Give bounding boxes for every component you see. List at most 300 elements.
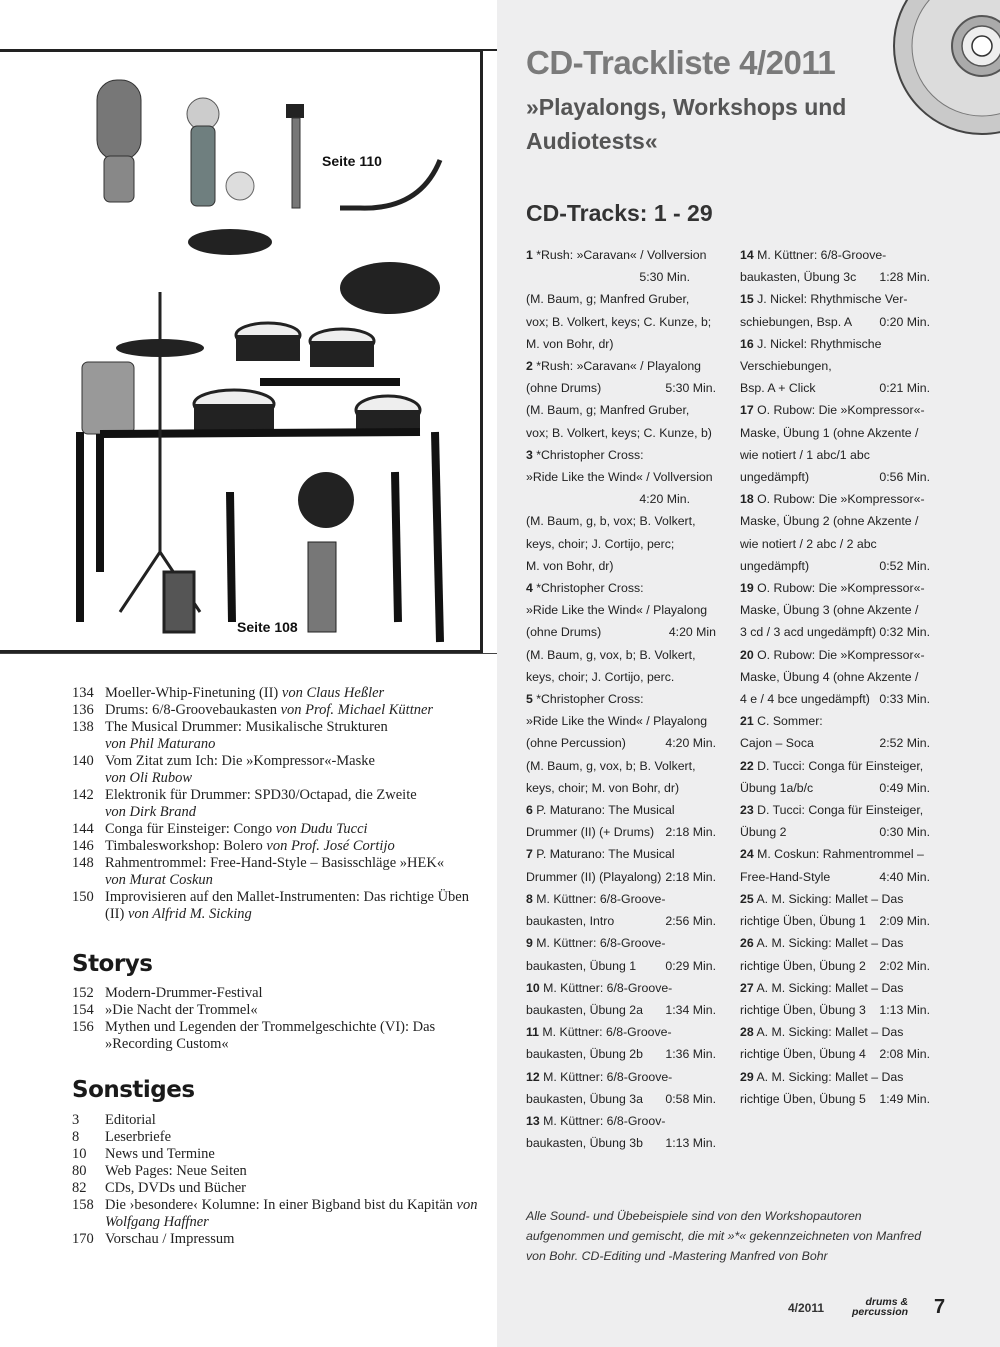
toc-author: von Prof. José Cortijo: [266, 838, 395, 854]
toc-item: [72, 719, 485, 753]
toc-item: [72, 985, 485, 1002]
track-number: 3: [526, 447, 533, 462]
track-entry: [740, 244, 930, 288]
track-line: [740, 932, 930, 954]
toc-item: [72, 787, 485, 821]
track-entry: [740, 755, 930, 799]
track-text: baukasten, Intro: [526, 914, 615, 929]
track-duration-line: [740, 910, 930, 932]
track-entry: [740, 488, 930, 577]
track-duration-line: [740, 821, 930, 843]
track-duration-line: [526, 999, 716, 1021]
track-duration-line: [740, 377, 930, 399]
track-duration: 5:30 Min.: [665, 381, 716, 396]
track-line: [526, 577, 716, 599]
track-line: [526, 977, 716, 999]
track-duration-line: [740, 999, 930, 1021]
track-entry: [740, 288, 930, 332]
product-photo-frame: [0, 49, 483, 653]
toc-author: von Claus Heßler: [281, 685, 385, 701]
track-number: 27: [740, 980, 754, 995]
track-text: M. Küttner: 6/8-Groove-: [536, 891, 666, 906]
track-credits: vox; B. Volkert, keys; C. Kunze, b;: [526, 314, 712, 329]
toc-title: Timbalesworkshop: Bolero: [105, 838, 263, 854]
track-duration: 2:08 Min.: [879, 1047, 930, 1062]
track-text: *Christopher Cross:: [536, 692, 644, 707]
toc-item: [72, 855, 485, 889]
cd-footnote: Alle Sound- und Übebeispiele sind von den Workshopautoren aufgenommen und gemischt, die mit »*« gekennzeichneten von Manfred von Bohr. CD-Editing und -Mastering Manfred von Bohr: [526, 1209, 922, 1263]
toc-page-number: 10: [72, 1146, 87, 1162]
track-text: Cajon – Soca: [740, 736, 814, 751]
logo-line: drums &: [865, 1296, 909, 1308]
track-duration: 0:32 Min.: [879, 625, 930, 640]
track-number: 11: [526, 1025, 539, 1040]
track-text: J. Nickel: Rhythmische: [757, 336, 882, 351]
track-entry: [740, 932, 930, 976]
track-text: wie notiert / 1 abc/1 abc: [740, 447, 870, 462]
logo-line: percussion: [852, 1306, 909, 1318]
track-number: 22: [740, 758, 754, 773]
track-credits: M. von Bohr, dr): [526, 558, 614, 573]
track-credits: (M. Baum, g, b, vox; B. Volkert,: [526, 514, 696, 529]
toc-title: The Musical Drummer: Musikalische Strukturen: [105, 719, 388, 735]
track-line: [526, 599, 716, 621]
track-number: 28: [740, 1025, 754, 1040]
track-text: M. Küttner: 6/8-Groove-: [542, 1025, 672, 1040]
toc-title: Modern-Drummer-Festival: [105, 985, 263, 1001]
page-reference-label: Seite 110: [322, 153, 382, 169]
track-text: O. Rubow: Die »Kompressor«-: [757, 647, 925, 662]
page-reference-label: Seite 108: [237, 619, 298, 635]
track-duration: 4:20 Min: [668, 625, 716, 640]
track-text: *Christopher Cross:: [536, 447, 644, 462]
track-number: 7: [526, 847, 533, 862]
track-number: 23: [740, 803, 754, 818]
track-number: 5: [526, 692, 533, 707]
track-duration-line: [740, 1088, 930, 1110]
track-line: [740, 288, 930, 310]
toc-item: [72, 685, 485, 702]
track-text: *Rush: »Caravan« / Vollversion: [536, 248, 707, 262]
track-line: [740, 755, 930, 777]
track-entry: [526, 244, 716, 355]
toc-page-number: 150: [72, 889, 94, 905]
track-column-1: [526, 244, 716, 1154]
track-text: ungedämpft): [740, 558, 810, 573]
toc-title: Vom Zitat zum Ich: Die »Kompressor«-Maske: [105, 753, 375, 769]
toc-item: [72, 753, 485, 787]
cd-tracks-heading: CD-Tracks: 1 - 29: [526, 200, 713, 226]
toc-page-number: 3: [72, 1112, 80, 1128]
track-number: 17: [740, 403, 754, 418]
track-text: richtige Üben, Übung 3: [740, 1002, 866, 1017]
track-number: 10: [526, 980, 540, 995]
track-entry: [740, 333, 930, 400]
track-entry: [526, 1021, 716, 1065]
toc-item: [72, 702, 485, 719]
track-text: wie notiert / 2 abc / 2 abc: [740, 536, 877, 551]
track-credits: M. von Bohr, dr): [526, 336, 614, 351]
track-text: baukasten, Übung 2b: [526, 1047, 643, 1062]
track-text: richtige Üben, Übung 4: [740, 1047, 866, 1062]
track-text: O. Rubow: Die »Kompressor«-: [757, 492, 925, 507]
track-text: »Ride Like the Wind« / Vollversion: [526, 470, 713, 485]
track-text: J. Nickel: Rhythmische Ver-: [757, 292, 908, 307]
track-duration-line: [526, 1132, 716, 1154]
track-line: [740, 599, 930, 621]
toc-page-number: 142: [72, 787, 94, 803]
track-text: M. Coskun: Rahmentrommel –: [757, 847, 924, 862]
track-duration: 0:52 Min.: [879, 558, 930, 573]
track-line: [526, 799, 716, 821]
track-number: 24: [740, 847, 754, 862]
track-duration-line: [740, 955, 930, 977]
track-line: [526, 843, 716, 865]
track-text: M. Küttner: 6/8-Groove-: [543, 980, 673, 995]
track-text: Übung 1a/b/c: [740, 780, 814, 795]
track-number: 2: [526, 359, 533, 374]
track-duration: 4:20 Min.: [639, 492, 690, 507]
track-number: 25: [740, 891, 754, 906]
toc-item: [72, 1019, 485, 1053]
toc-item: [72, 1163, 485, 1180]
track-duration: 0:33 Min.: [879, 692, 930, 707]
track-duration: 1:34 Min.: [665, 1002, 716, 1017]
track-column-2: [740, 244, 930, 1110]
track-text: A. M. Sicking: Mallet – Das: [756, 980, 904, 995]
track-line: [526, 1021, 716, 1043]
track-entry: [740, 843, 930, 887]
track-entry: [740, 1021, 930, 1065]
toc-item: [72, 838, 485, 855]
track-entry: [526, 843, 716, 887]
toc-author: von Phil Maturano: [105, 736, 216, 752]
track-line: [526, 444, 716, 466]
toc-page-number: 140: [72, 753, 94, 769]
track-entry: [740, 577, 930, 644]
track-text: (ohne Percussion): [526, 736, 626, 751]
track-number: 16: [740, 336, 754, 351]
track-duration: 2:52 Min.: [879, 736, 930, 751]
drum-module-icon: [82, 362, 134, 434]
toc-title: Improvisieren auf den Mallet-Instrumenten: Das richtige Üben (II): [105, 889, 469, 922]
toc-item: [72, 1129, 485, 1146]
track-text: D. Tucci: Conga für Einsteiger,: [757, 758, 924, 773]
track-credits: keys, choir; J. Cortijo, perc;: [526, 536, 675, 551]
track-duration: 0:30 Min.: [879, 825, 930, 840]
track-text: baukasten, Übung 3b: [526, 1136, 643, 1151]
track-duration-line: [526, 866, 716, 888]
toc-title: Web Pages: Neue Seiten: [105, 1163, 247, 1179]
track-number: 18: [740, 492, 754, 507]
toc-page-number: 148: [72, 855, 94, 871]
track-text: baukasten, Übung 3a: [526, 1091, 643, 1106]
track-credits: (M. Baum, g; Manfred Gruber,: [526, 403, 690, 418]
track-text: M. Küttner: 6/8-Groove-: [543, 1069, 673, 1084]
track-entry: [740, 399, 930, 488]
toc-author: von Wolfgang Haffner: [105, 1197, 478, 1230]
track-line: [740, 710, 930, 732]
track-duration: 5:30 Min.: [639, 270, 690, 285]
kick-pedal-icon: [298, 472, 354, 632]
microphone-icon: [187, 98, 254, 206]
toc-title: Die ›besondere‹ Kolumne: In einer Bigband bist du Kapitän: [105, 1197, 453, 1213]
track-number: 13: [526, 1113, 540, 1128]
track-duration-line: [526, 910, 716, 932]
microphone-icon: [97, 80, 141, 202]
toc-item: [72, 821, 485, 838]
track-duration: 0:49 Min.: [879, 780, 930, 795]
track-duration: 2:18 Min.: [665, 869, 716, 884]
track-text: Maske, Übung 2 (ohne Akzente /: [740, 514, 919, 529]
toc-title: Editorial: [105, 1112, 156, 1128]
track-text: C. Sommer:: [757, 714, 823, 729]
photo-bottom-rule: [0, 653, 497, 654]
track-number: 26: [740, 936, 754, 951]
track-text: Drummer (II) (Playalong): [526, 869, 662, 884]
toc-page-number: 152: [72, 985, 94, 1001]
track-line: [526, 466, 716, 488]
toc-author: von Prof. Michael Küttner: [280, 702, 434, 718]
track-text: *Rush: »Caravan« / Playalong: [536, 359, 702, 374]
issue-number: 4/2011: [788, 1301, 825, 1315]
track-line: [740, 644, 930, 666]
track-text: »Ride Like the Wind« / Playalong: [526, 603, 708, 618]
toc-page-number: 138: [72, 719, 94, 735]
track-duration: 1:13 Min.: [665, 1136, 716, 1151]
track-duration: 4:20 Min.: [665, 736, 716, 751]
track-text: D. Tucci: Conga für Einsteiger,: [757, 803, 924, 818]
track-number: 29: [740, 1069, 754, 1084]
track-duration-line: [740, 688, 930, 710]
toc-page-number: 170: [72, 1231, 94, 1247]
toc-page-number: 134: [72, 685, 94, 701]
track-line: [740, 666, 930, 688]
toc-page-number: 80: [72, 1163, 87, 1179]
track-entry: [740, 644, 930, 711]
track-line: [740, 843, 930, 865]
track-text: 3 cd / 3 acd ungedämpft): [740, 625, 877, 640]
track-credits: (M. Baum, g, vox, b; B. Volkert,: [526, 647, 696, 662]
cymbal-icon: [188, 229, 272, 255]
track-text: ungedämpft): [740, 470, 810, 485]
track-line: [526, 932, 716, 954]
track-entry: [526, 444, 716, 577]
track-line: [526, 1110, 716, 1132]
track-line: [526, 355, 716, 377]
track-text: (ohne Drums): [526, 625, 602, 640]
track-duration: 1:13 Min.: [879, 1002, 930, 1017]
track-line: [740, 977, 930, 999]
track-text: A. M. Sicking: Mallet – Das: [756, 891, 904, 906]
track-duration: 0:58 Min.: [665, 1091, 716, 1106]
track-duration-line: [740, 555, 930, 577]
track-line: [740, 888, 930, 910]
track-duration: 2:02 Min.: [879, 958, 930, 973]
track-duration: 2:56 Min.: [665, 914, 716, 929]
section-heading-storys: Storys: [72, 951, 153, 977]
track-credits: (M. Baum, g; Manfred Gruber,: [526, 292, 690, 307]
track-line: [526, 244, 716, 266]
toc-page-number: 82: [72, 1180, 87, 1196]
toc-item: [72, 1231, 485, 1248]
track-duration: 1:36 Min.: [665, 1047, 716, 1062]
track-entry: [526, 355, 716, 444]
track-duration: 1:28 Min.: [879, 270, 930, 285]
drumkit-illustration: [0, 52, 480, 650]
track-line: [526, 710, 716, 732]
track-duration-line: [740, 621, 930, 643]
toc-page-number: 154: [72, 1002, 94, 1018]
track-text: »Ride Like the Wind« / Playalong: [526, 714, 708, 729]
track-duration-line: [526, 732, 716, 754]
track-text: A. M. Sicking: Mallet – Das: [756, 936, 904, 951]
track-line: [740, 510, 930, 532]
track-credits: (M. Baum, g, vox, b; B. Volkert,: [526, 758, 696, 773]
track-duration-line: [526, 621, 716, 643]
track-duration: 2:18 Min.: [665, 825, 716, 840]
track-line: [740, 533, 930, 555]
track-duration-line: [740, 866, 930, 888]
toc-author: von Murat Coskun: [105, 872, 213, 888]
track-text: baukasten, Übung 1: [526, 958, 637, 973]
track-number: 9: [526, 936, 533, 951]
page-number: 7: [934, 1296, 946, 1318]
toc-author: von Alfrid M. Sicking: [127, 906, 252, 922]
toc-title: »Die Nacht der Trommel«: [105, 1002, 258, 1018]
track-duration-line: [526, 1088, 716, 1110]
toc-author: von Dirk Brand: [105, 804, 197, 820]
toc-workshops: [72, 685, 485, 923]
toc-title: Leserbriefe: [105, 1129, 172, 1145]
cd-tracklist-subtitle: »Playalongs, Workshops und Audiotests«: [526, 94, 847, 154]
toc-item: [72, 1002, 485, 1019]
track-text: M. Küttner: 6/8-Groove-: [757, 248, 887, 262]
track-number: 6: [526, 803, 533, 818]
track-entry: [740, 888, 930, 932]
track-text: Maske, Übung 3 (ohne Akzente /: [740, 603, 919, 618]
track-line: [740, 1066, 930, 1088]
track-duration: 0:56 Min.: [879, 470, 930, 485]
track-duration-line: [740, 732, 930, 754]
track-line: [740, 422, 930, 444]
track-duration-line: [740, 466, 930, 488]
track-line: [740, 577, 930, 599]
toc-item: [72, 1112, 485, 1129]
track-number: 8: [526, 891, 533, 906]
track-text: Maske, Übung 4 (ohne Akzente /: [740, 669, 919, 684]
track-entry: [740, 710, 930, 754]
track-entry: [740, 977, 930, 1021]
track-text: 4 e / 4 bce ungedämpft): [740, 692, 870, 707]
toc-title: CDs, DVDs und Bücher: [105, 1180, 246, 1196]
track-duration: 0:29 Min.: [665, 958, 716, 973]
track-duration-line: [526, 955, 716, 977]
toc-page-number: 158: [72, 1197, 94, 1213]
track-duration: 1:49 Min.: [879, 1091, 930, 1106]
track-text: baukasten, Übung 2a: [526, 1002, 643, 1017]
track-text: *Christopher Cross:: [536, 581, 644, 596]
track-duration-line: [526, 821, 716, 843]
cymbal-icon: [340, 262, 440, 314]
track-duration-line: [740, 266, 930, 288]
track-text: M. Küttner: 6/8-Groove-: [536, 936, 666, 951]
track-text: Drummer (II) (+ Drums): [526, 825, 655, 840]
track-text: (ohne Drums): [526, 381, 602, 396]
toc-title: Mythen und Legenden der Trommelgeschichte (VI): Das »Recording Custom«: [105, 1019, 436, 1052]
track-text: Übung 2: [740, 825, 787, 840]
track-entry: [526, 577, 716, 688]
toc-page-number: 146: [72, 838, 94, 854]
toc-title: News und Termine: [105, 1146, 215, 1162]
track-line: [526, 1066, 716, 1088]
track-duration: 2:09 Min.: [879, 914, 930, 929]
toc-item: [72, 1197, 485, 1231]
track-duration: 0:21 Min.: [879, 381, 930, 396]
track-line: [526, 688, 716, 710]
track-number: 4: [526, 581, 533, 596]
cd-tracklist-title: CD-Trackliste 4/2011: [526, 44, 836, 81]
toc-sonstiges: [72, 1112, 485, 1248]
track-duration-line: [526, 377, 716, 399]
track-entry: [526, 888, 716, 932]
track-number: 21: [740, 714, 754, 729]
track-duration: 4:40 Min.: [879, 869, 930, 884]
toc-page-number: 136: [72, 702, 94, 718]
track-text: A. M. Sicking: Mallet – Das: [756, 1069, 904, 1084]
track-number: 15: [740, 292, 754, 307]
toc-title: Moeller-Whip-Finetuning (II): [105, 685, 279, 701]
track-text: P. Maturano: The Musical: [536, 847, 675, 862]
toc-title: Vorschau / Impressum: [105, 1231, 235, 1247]
toc-title: Rahmentrommel: Free-Hand-Style – Basisschläge »HEK«: [105, 855, 445, 871]
track-line: [740, 1021, 930, 1043]
track-duration-line: [740, 777, 930, 799]
toc-item: [72, 1146, 485, 1163]
toc-page-number: 144: [72, 821, 94, 837]
cd-disc-icon: [892, 0, 1000, 150]
toc-author: von Dudu Tucci: [275, 821, 368, 837]
track-text: P. Maturano: The Musical: [536, 803, 675, 818]
track-entry: [740, 1066, 930, 1110]
track-number: 12: [526, 1069, 540, 1084]
track-duration-line: [740, 311, 930, 333]
toc-title: Conga für Einsteiger: Congo: [105, 821, 273, 837]
toc-author: von Oli Rubow: [105, 770, 192, 786]
track-line: [526, 888, 716, 910]
track-line: [740, 355, 930, 377]
track-text: richtige Üben, Übung 1: [740, 914, 866, 929]
track-credits: keys, choir; J. Cortijo, perc.: [526, 669, 675, 684]
track-text: Maske, Übung 1 (ohne Akzente /: [740, 425, 919, 440]
track-text: richtige Üben, Übung 5: [740, 1091, 866, 1106]
toc-title: Elektronik für Drummer: SPD30/Octapad, die Zweite: [105, 787, 417, 803]
track-entry: [526, 932, 716, 976]
track-line: [740, 244, 930, 266]
track-text: O. Rubow: Die »Kompressor«-: [757, 403, 925, 418]
track-entry: [526, 688, 716, 799]
toc-title: Drums: 6/8-Groovebaukasten: [105, 702, 277, 718]
track-text: M. Küttner: 6/8-Groov-: [543, 1113, 666, 1128]
track-entry: [740, 799, 930, 843]
track-entry: [526, 977, 716, 1021]
track-text: O. Rubow: Die »Kompressor«-: [757, 581, 925, 596]
track-text: Bsp. A + Click: [740, 381, 816, 396]
track-line: [740, 444, 930, 466]
track-duration-line: [740, 1043, 930, 1065]
track-duration-line: [526, 1043, 716, 1065]
track-entry: [526, 799, 716, 843]
